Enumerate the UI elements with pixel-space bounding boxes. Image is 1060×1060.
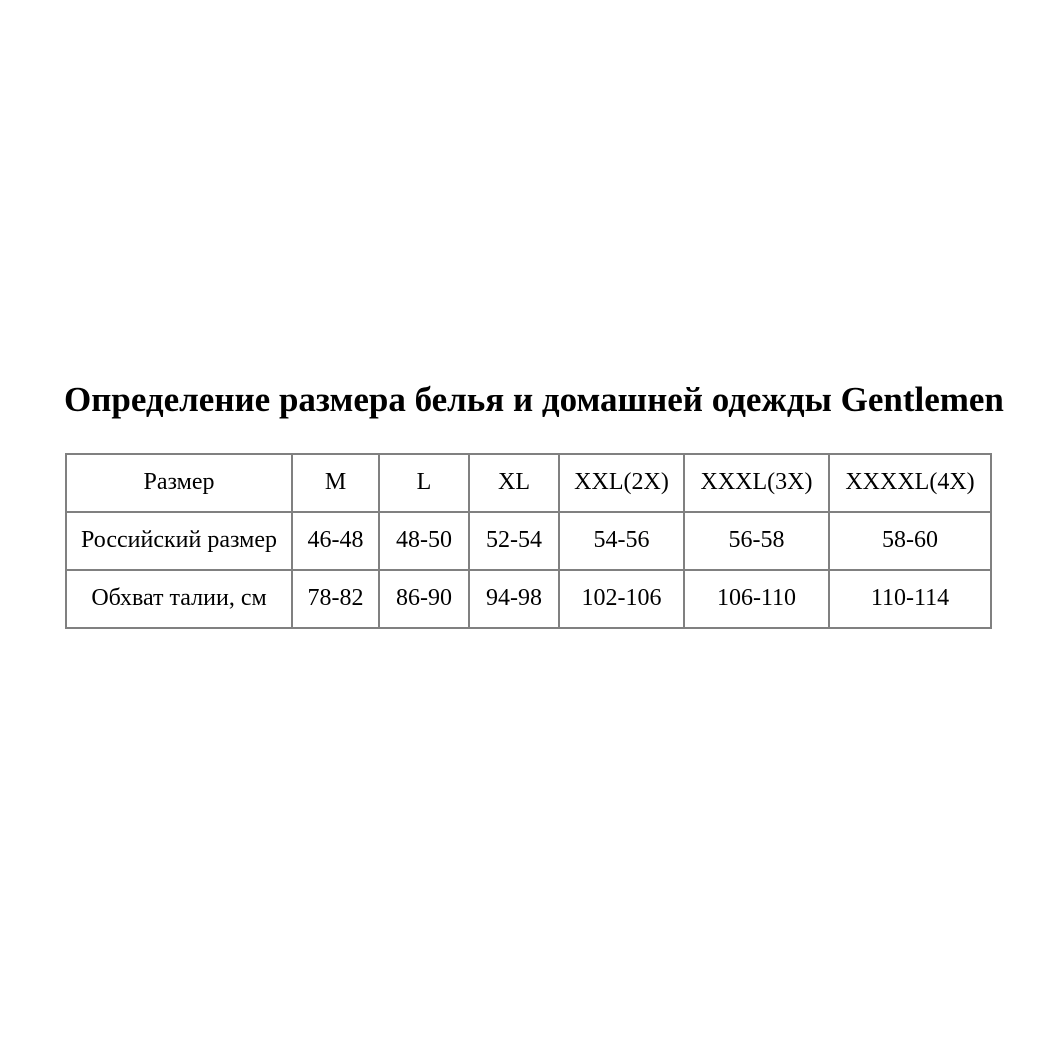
table-row-russian-size <box>66 512 991 570</box>
header-cell-size: Размер <box>66 454 292 512</box>
header-cell-xl: XL <box>469 454 559 512</box>
cell: 106-110 <box>684 570 829 628</box>
cell: 78-82 <box>292 570 379 628</box>
cell: 58-60 <box>829 512 991 570</box>
header-cell-xxxxl: XXXXL(4X) <box>829 454 991 512</box>
cell: 52-54 <box>469 512 559 570</box>
header-cell-l: L <box>379 454 469 512</box>
table-header-row <box>66 454 991 512</box>
header-cell-m: M <box>292 454 379 512</box>
cell: 86-90 <box>379 570 469 628</box>
page-title: Определение размера белья и домашней одежды Gentlemen <box>64 380 1004 419</box>
header-cell-xxl: XXL(2X) <box>559 454 684 512</box>
size-table <box>65 453 992 629</box>
cell: 110-114 <box>829 570 991 628</box>
row-label: Российский размер <box>66 512 292 570</box>
cell: 102-106 <box>559 570 684 628</box>
header-cell-xxxl: XXXL(3X) <box>684 454 829 512</box>
cell: 48-50 <box>379 512 469 570</box>
row-label: Обхват талии, см <box>66 570 292 628</box>
table-row-waist <box>66 570 991 628</box>
cell: 56-58 <box>684 512 829 570</box>
cell: 94-98 <box>469 570 559 628</box>
cell: 46-48 <box>292 512 379 570</box>
cell: 54-56 <box>559 512 684 570</box>
